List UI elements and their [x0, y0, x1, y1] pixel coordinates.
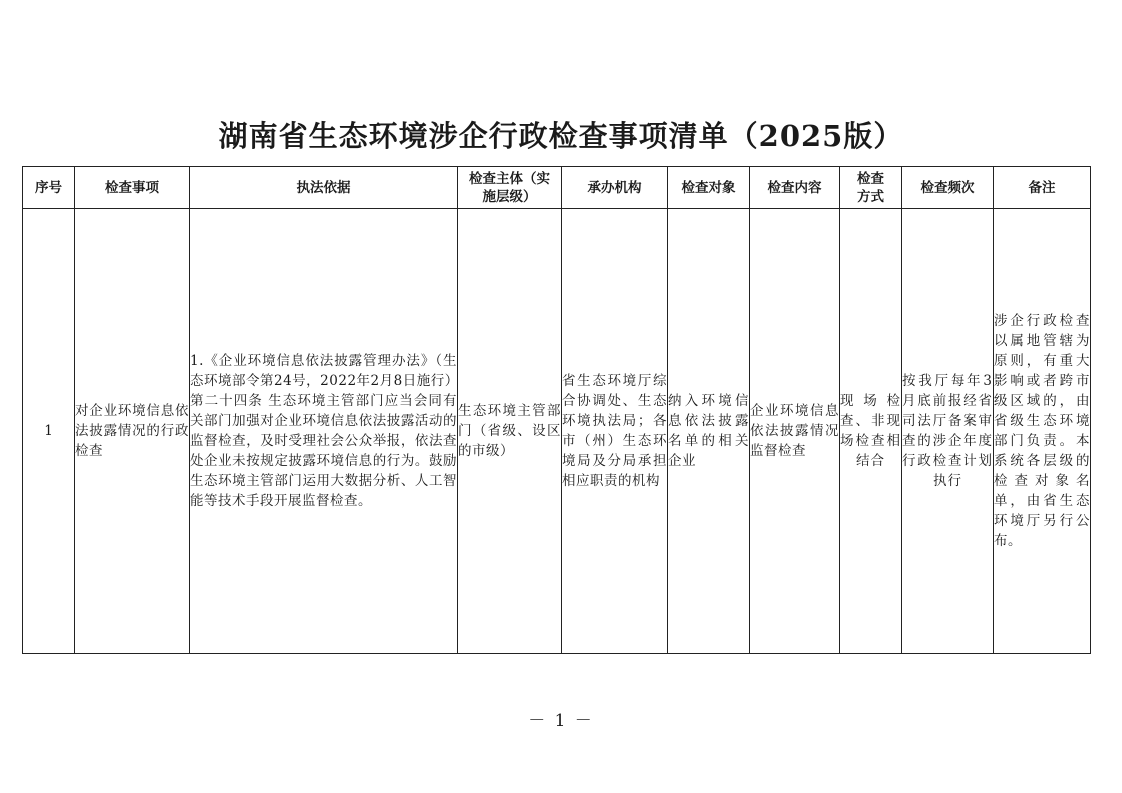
header-inspection-frequency: 检查频次 [902, 167, 994, 209]
header-inspection-method: 检查方式 [840, 167, 902, 209]
inspection-items-table [22, 166, 1091, 654]
table-header-row [23, 167, 1091, 209]
row-inspection-content: 企业环境信息依法披露情况监督检查 [750, 209, 840, 654]
legal-basis-regulation: 1.《企业环境信息依法披露管理办法》（生态环境部令第24号，2022年2月8日施行） [190, 353, 459, 389]
table-row [23, 209, 1091, 654]
row-index: 1 [23, 209, 75, 654]
row-legal-basis [190, 209, 458, 654]
header-inspection-subject: 检查主体（实施层级） [458, 167, 562, 209]
page-number: － 1 － [528, 711, 594, 731]
page-title: 湖南省生态环境涉企行政检查事项清单（2025版） [218, 119, 904, 153]
header-handling-agency: 承办机构 [562, 167, 668, 209]
row-inspection-subject: 生态环境主管部门（省级、设区的市级） [458, 209, 562, 654]
row-inspection-method: 现场检查、非现场检查相结合 [840, 209, 902, 654]
legal-basis-article: 第二十四条 生态环境主管部门应当会同有关部门加强对企业环境信息依法披露活动的监督检查，及时受理社会公众举报，依法查处企业未按规定披露环境信息的行为。鼓励生态环境主管部门运用大数据分析、人工智能等技术手段开展监督检查。 [190, 393, 457, 509]
header-inspection-item: 检查事项 [75, 167, 190, 209]
header-inspection-target: 检查对象 [668, 167, 750, 209]
row-inspection-item: 对企业环境信息依法披露情况的行政检查 [75, 209, 190, 654]
header-remarks: 备注 [994, 167, 1091, 209]
row-remarks: 涉企行政检查以属地管辖为原则，有重大影响或者跨市级区域的，由省级生态环境部门负责。本系统各层级的检查对象名单，由省生态环境厅另行公布。 [994, 209, 1091, 654]
row-handling-agency: 省生态环境厅综合协调处、生态环境执法局；各市（州）生态环境局及分局承担相应职责的机构 [562, 209, 668, 654]
row-inspection-frequency: 按我厅每年3月底前报经省司法厅备案审查的涉企年度行政检查计划执行 [902, 209, 994, 654]
header-legal-basis: 执法依据 [190, 167, 458, 209]
header-inspection-content: 检查内容 [750, 167, 840, 209]
header-index: 序号 [23, 167, 75, 209]
row-inspection-target: 纳入环境信息依法披露名单的相关企业 [668, 209, 750, 654]
